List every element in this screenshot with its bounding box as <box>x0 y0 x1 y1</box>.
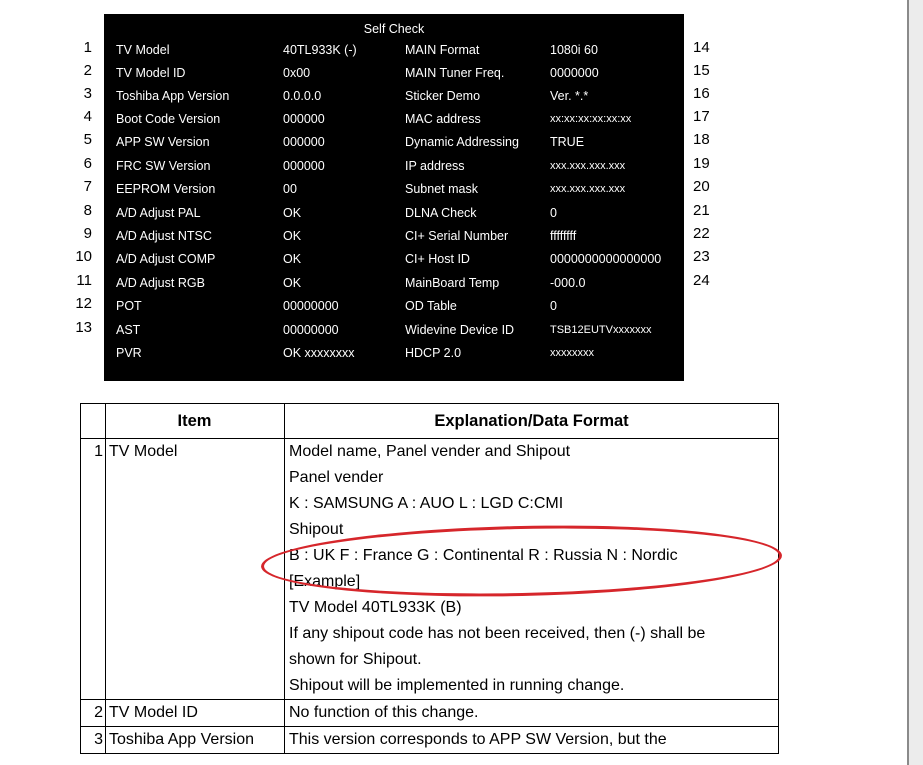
row-label: APP SW Version <box>116 135 210 149</box>
row-item: TV Model <box>106 439 285 700</box>
right-row-number: 15 <box>693 62 710 79</box>
explanation-line: Model name, Panel vender and Shipout <box>289 443 571 460</box>
row-value: 00 <box>283 182 297 196</box>
row-label-2: Sticker Demo <box>405 89 481 103</box>
row-label-2: MainBoard Temp <box>405 276 500 290</box>
row-value: 000000 <box>283 112 325 126</box>
row-value: OK xxxxxxxx <box>283 346 355 360</box>
row-value-2: -000.0 <box>550 276 586 290</box>
explanation-line: K : SAMSUNG A : AUO L : LGD C:CMI <box>289 495 564 512</box>
right-row-number: 22 <box>693 225 710 242</box>
row-value-2: 1080i 60 <box>550 43 598 57</box>
self-check-row <box>104 156 684 176</box>
left-row-number: 11 <box>76 272 92 289</box>
self-check-row <box>104 320 684 340</box>
explanation-line: B : UK F : France G : Continental R : Russia N : Nordic <box>289 547 678 564</box>
row-label-2: HDCP 2.0 <box>405 346 462 360</box>
explanation-line: Shipout <box>289 521 344 538</box>
row-label: A/D Adjust NTSC <box>116 229 212 243</box>
row-label: AST <box>116 323 141 337</box>
row-item: Toshiba App Version <box>106 727 285 754</box>
left-row-number: 3 <box>83 85 92 102</box>
row-value: OK <box>283 276 302 290</box>
row-label-2: CI+ Serial Number <box>405 229 509 243</box>
page-margin <box>909 0 923 765</box>
table-row <box>81 700 779 727</box>
right-row-number: 20 <box>693 178 710 195</box>
row-label: A/D Adjust PAL <box>116 206 201 220</box>
left-row-number: 2 <box>83 62 92 79</box>
self-check-row <box>104 296 684 316</box>
row-value: 000000 <box>283 135 325 149</box>
row-value-2: Ver. *.* <box>550 89 589 103</box>
row-number: 3 <box>81 727 106 754</box>
right-row-number: 19 <box>693 155 710 172</box>
row-label: A/D Adjust RGB <box>116 276 205 290</box>
left-row-number: 1 <box>83 39 92 56</box>
row-value: 40TL933K (-) <box>283 43 357 57</box>
left-row-number: 7 <box>83 178 92 195</box>
left-row-number: 6 <box>83 155 92 172</box>
right-row-number: 14 <box>693 39 710 56</box>
self-check-row <box>104 86 684 106</box>
table-row <box>81 727 779 754</box>
row-label-2: OD Table <box>405 299 457 313</box>
row-label: TV Model ID <box>116 66 186 80</box>
explanation-line: Panel vender <box>289 469 384 486</box>
self-check-row <box>104 226 684 246</box>
left-row-number: 10 <box>75 248 92 265</box>
row-value-2: 0 <box>550 299 557 313</box>
row-label-2: MAC address <box>405 112 481 126</box>
explanation-line: [Example] <box>289 573 361 590</box>
row-label-2: IP address <box>405 159 465 173</box>
row-value-2: 0 <box>550 206 557 220</box>
self-check-row <box>104 132 684 152</box>
row-label: Boot Code Version <box>116 112 221 126</box>
row-value-2: 0000000 <box>550 66 599 80</box>
header-explanation: Explanation/Data Format <box>285 404 779 439</box>
row-value-2: TSB12EUTVxxxxxxx <box>550 324 652 336</box>
row-label: PVR <box>116 346 142 360</box>
self-check-row <box>104 63 684 83</box>
row-value-2: xxx.xxx.xxx.xxx <box>550 183 626 195</box>
left-row-number: 8 <box>83 202 92 219</box>
row-label: EEPROM Version <box>116 182 216 196</box>
header-num-cell <box>81 404 106 439</box>
row-label: FRC SW Version <box>116 159 211 173</box>
self-check-row <box>104 40 684 60</box>
self-check-row <box>104 203 684 223</box>
row-value: 0.0.0.0 <box>283 89 322 103</box>
row-value-2: xx:xx:xx:xx:xx:xx <box>550 113 632 125</box>
left-row-number: 12 <box>75 295 92 312</box>
row-explanation: No function of this change. <box>285 700 779 727</box>
row-label-2: Widevine Device ID <box>405 323 515 337</box>
left-row-number: 4 <box>83 108 92 125</box>
table-header-row <box>81 404 779 439</box>
row-value-2: xxx.xxx.xxx.xxx <box>550 160 626 172</box>
row-number: 1 <box>81 439 106 700</box>
self-check-row <box>104 273 684 293</box>
explanation-line: Shipout will be implemented in running change. <box>289 677 625 694</box>
right-row-number: 17 <box>693 108 710 125</box>
row-label-2: DLNA Check <box>405 206 477 220</box>
row-value: 0x00 <box>283 66 311 80</box>
row-number: 2 <box>81 700 106 727</box>
self-check-row <box>104 109 684 129</box>
self-check-row <box>104 343 684 363</box>
row-label-2: CI+ Host ID <box>405 252 470 266</box>
right-row-number: 24 <box>693 272 710 289</box>
row-item: TV Model ID <box>106 700 285 727</box>
row-value-2: TRUE <box>550 135 585 149</box>
row-label: POT <box>116 299 142 313</box>
left-row-number: 13 <box>75 319 92 336</box>
row-explanation: This version corresponds to APP SW Version, but the <box>285 727 779 754</box>
row-label-2: MAIN Tuner Freq. <box>405 66 505 80</box>
self-check-row <box>104 249 684 269</box>
row-value: OK <box>283 252 302 266</box>
row-value: 00000000 <box>283 299 339 313</box>
row-label-2: Dynamic Addressing <box>405 135 519 149</box>
row-label: Toshiba App Version <box>116 89 230 103</box>
right-row-number: 16 <box>693 85 710 102</box>
row-value-2: ffffffff <box>550 229 577 243</box>
explanation-line: If any shipout code has not been received, then (-) shall be <box>289 625 706 642</box>
self-check-row <box>104 179 684 199</box>
right-row-number: 18 <box>693 131 710 148</box>
row-label-2: MAIN Format <box>405 43 480 57</box>
row-label-2: Subnet mask <box>405 182 478 196</box>
row-label: TV Model <box>116 43 170 57</box>
row-label: A/D Adjust COMP <box>116 252 216 266</box>
left-row-number: 9 <box>83 225 92 242</box>
right-row-number: 21 <box>693 202 710 219</box>
self-check-panel <box>104 14 684 381</box>
left-row-number: 5 <box>83 131 92 148</box>
row-value-2: xxxxxxxx <box>550 347 594 359</box>
header-item: Item <box>106 404 285 439</box>
row-value-2: 0000000000000000 <box>550 252 662 266</box>
explanation-line: TV Model 40TL933K (B) <box>289 599 462 616</box>
row-value: OK <box>283 206 302 220</box>
explanation-line: shown for Shipout. <box>289 651 422 668</box>
row-value: 00000000 <box>283 323 339 337</box>
row-value: 000000 <box>283 159 325 173</box>
panel-title: Self Check <box>363 22 425 36</box>
right-row-number: 23 <box>693 248 710 265</box>
row-value: OK <box>283 229 302 243</box>
